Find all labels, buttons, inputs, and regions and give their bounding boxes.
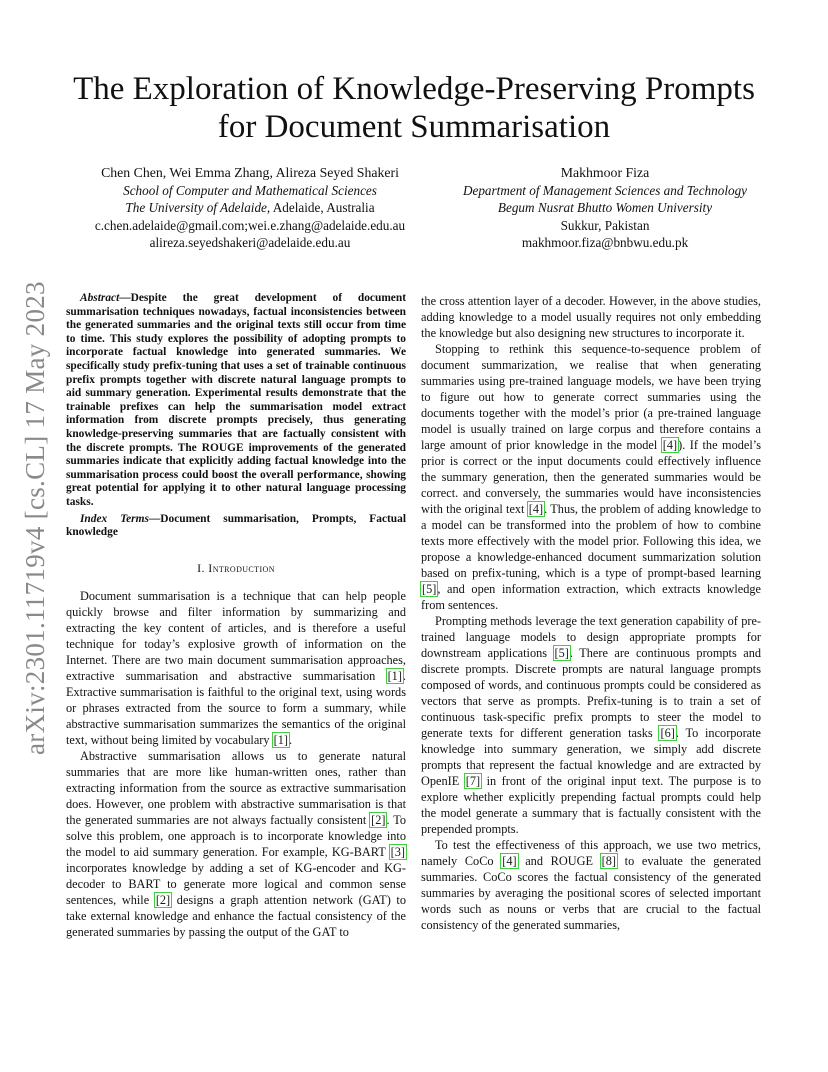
citation-link[interactable]: [5] [554,646,569,660]
paragraph [421,837,761,933]
text-run: and ROUGE [517,854,601,868]
text-run: Abstractive summarisation allows us to generate natural summaries that are more like human-written ones, rather than extracting information from the source as extractive summarisation does. However, one problem with abstractive summarisation is that the generated summaries are not always factually consistent [66,748,406,827]
author-names: Makhmoor Fiza [560,165,650,180]
citation-link[interactable]: [7] [465,774,481,788]
text-run: Stopping to rethink this sequence-to-sequence problem of document summarization, we realise that when generating summaries using pre-trained language models, we have been trying to figure out how to generate correct summaries using the documents together with the model’s prior (a pre-trained language model is usually trained on large corpus and therefore contains a large amount of prior knowledge in the model [421,342,761,452]
text-run: to evaluate the generated summaries. CoCo scores the factual consistency of the generated summaries by averaging the positional scores of selected important words such as nouns or verbs that are crucial to the factual consistency of the generated summaries, [421,854,761,932]
text-run: . To incorporate knowledge into summary generation, we simply add discrete prompts that represent the factual knowledge and are extracted by OpenIE [421,726,762,788]
paragraph: the cross attention layer of a decoder. However, in the above studies, adding knowledge to a model usually requires not only embedding the knowledge but also designing new structures to incorporate it. [421,294,761,340]
citation-link[interactable]: [1] [273,732,288,747]
title-line-2: for Document Summarisation [217,109,611,145]
section-heading: I. Introduction [197,560,275,575]
author-email: c.chen.adelaide@gmail.com;wei.e.zhang@adelaide.edu.au [94,217,406,233]
author-email: makhmoor.fiza@bnbwu.edu.pk [521,235,689,250]
citation-link[interactable]: [2] [371,812,386,827]
citation-link[interactable]: [4] [502,854,517,868]
text-run: Document summarisation is a technique that can help people quickly browse and filter information by summarizing and extracting the key content of articles, and is therefore a useful technique for today’s explosive growth of information on the Internet. There are two main document summarisation approaches, extractive summarisation and abstractive summarisation [66,588,406,683]
author-affiliation [70,199,430,217]
text-run: in front of the original input text. The purpose is to explore whether explicitly prepending factual prompts could help the model generate a summary that is factually consistent with the prepended prompts. [421,774,761,836]
left-column [66,292,406,940]
author-location: , Adelaide, Australia [266,200,375,215]
citation-link[interactable]: [2] [155,892,171,907]
paragraph [421,341,761,613]
paper-title [0,70,828,146]
citation-link[interactable]: [3] [390,844,405,859]
citation-link[interactable]: [4] [662,438,678,452]
text-run: . Thus, the problem of adding knowledge to a model can be transformed into the problem of how to combine texts more effectively with the model prior. Following this idea, we propose a knowledge-enhanced document summarization solution based on prefix-tuning, which is a type of prompt-based learning [421,502,761,580]
abstract [66,292,406,510]
index-terms-text: —Document summarisation, Prompts, Factual knowledge [66,512,406,539]
author-email: alireza.seyedshakeri@adelaide.edu.au [149,235,351,250]
text-run: Prompting methods leverage the text generation capability of pre-trained language models to design appropriate prompts for downstream applications [421,614,761,660]
text-run: ). If the model’s prior is correct or the input documents could effectively influence the summary generation, then the generated summaries would be correct. and conversely, the summaries would have inconsistencies with the original text [421,438,761,516]
citation-link[interactable]: [6] [660,726,675,740]
citation-link[interactable]: [5] [422,582,437,596]
citation-link[interactable]: [8] [601,854,616,868]
index-terms [66,513,406,540]
arxiv-identifier: arXiv:2301.11719v4 [cs.CL] 17 May 2023 [20,281,50,755]
text-run: . There are continuous prompts and discrete prompts. Discrete prompts are natural language prompts composed of words, and continuous prompts could be considered as vectors that serve as prompts. Prefix-tuning is to train a set of continuous task-specific prefix prompts to steer the model to generate texts for different generation tasks [421,646,762,740]
text-run: . Extractive summarisation is faithful to the original text, using words or phrases extracted from the source to form a summary, while abstractive summarisation summarizes the semantics of the original text, without being limited by vocabulary [66,668,406,747]
title-line-1: The Exploration of Knowledge-Preserving Prompts [73,71,755,107]
text-run: , and open information extraction, which extracts knowledge from sentences. [421,582,761,612]
author-block-1 [70,164,430,252]
arxiv-watermark [20,281,50,755]
author-university: Begum Nusrat Bhutto Women University [497,200,713,215]
author-location: Sukkur, Pakistan [560,217,650,233]
text-run: . [288,732,293,747]
text-run: designs a graph attention network (GAT) to take external knowledge and enhance the factual consistency of the generated summaries by passing the output of the GAT to [66,892,406,939]
paragraph [66,588,406,748]
index-terms-label: Index Terms [80,512,149,525]
right-column [421,293,761,933]
author-university: The University of Adelaide [125,200,267,215]
author-names: Chen Chen, Wei Emma Zhang, Alireza Seyed Shakeri [101,165,399,180]
text-run: . To solve this problem, one approach is to incorporate knowledge into the model to aid summary generation. For example, KG-BART [66,812,406,859]
citation-link[interactable]: [4] [528,502,544,516]
author-block-2 [420,164,790,252]
abstract-text: —Despite the great development of document summarisation techniques nowadays, factual inconsistencies between the generated summaries and the original texts still occur from time to time. This study explores the possibility of adopting prompts to incorporate factual knowledge into generated summaries. We specifically study prefix-tuning that uses a set of trainable continuous prefix prompts together with discrete natural language prompts to aid summary generation. Experimental results demonstrate that the trainable prefixes can help the summarisation model extract information from discrete prompts precisely, thus generating knowledge-preserving summaries that are factually consistent with the discrete prompts. The ROUGE improvements of the generated summaries indicate that explicitly adding factual knowledge into the summarisation process could boost the overall performance, showing great potential for applying it to other natural language processing tasks. [66,292,406,508]
text-run: To test the effectiveness of this approach, we use two metrics, namely CoCo [421,838,761,868]
citation-link[interactable]: [1] [387,668,402,683]
paragraph [66,748,406,940]
author-department: School of Computer and Mathematical Sciences [123,182,377,198]
abstract-label: Abstract [80,292,120,304]
author-department: Department of Management Sciences and Technology [462,182,748,198]
paragraph [421,613,761,837]
text-run: incorporates knowledge by adding a set of KG-encoder and KG-decoder to BART to generate more logical and common sense sentences, while [66,860,406,907]
